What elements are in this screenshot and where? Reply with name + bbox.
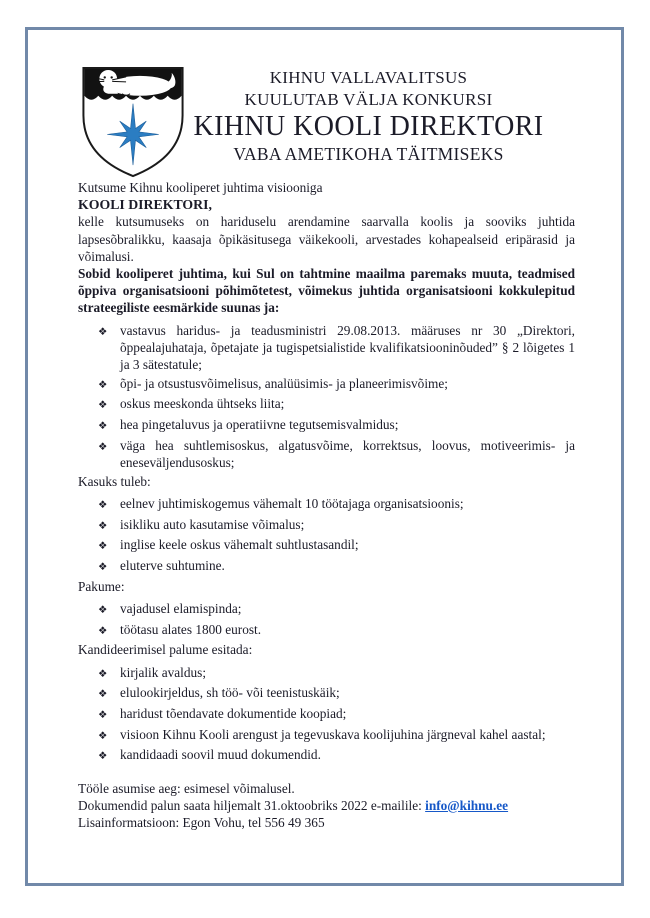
list-item <box>98 621 575 640</box>
list-item-text: isikliku auto kasutamise võimalus; <box>120 516 305 532</box>
list-item <box>98 536 575 555</box>
requirements-list <box>78 322 575 472</box>
offer-heading: Pakume: <box>78 578 125 594</box>
list-item-text: vajadusel elamispinda; <box>120 600 242 616</box>
list-item-text: haridust tõendavate dokumentide koopiad; <box>120 705 347 721</box>
document-footer <box>78 780 575 832</box>
requirements-lead: Sobid kooliperet juhtima, kui Sul on tahtmine maailma paremaks muuta, teadmised õppiva organisatsiooni põhimõtetest, võimekus juhtida organisatsiooni kokkulepitud strateegiliste eesmärkide suunas ja: <box>78 266 575 316</box>
diamond-bullet-icon: ❖ <box>98 399 108 412</box>
list-item-text: väga hea suhtlemisoskus, algatusvõime, korrektsus, loovus, motiveerimis- ja eneseväljendusoskus; <box>120 437 575 471</box>
offer-list <box>78 600 575 640</box>
diamond-bullet-icon: ❖ <box>98 325 108 338</box>
list-item-text: eluterve suhtumine. <box>120 558 225 574</box>
document-header <box>78 64 575 179</box>
document-border-box <box>25 27 624 886</box>
list-item-text: visioon Kihnu Kooli arengust ja tegevuskava koolijuhina järgneval kahel aastal; <box>120 726 546 742</box>
list-item <box>98 322 575 374</box>
list-item <box>98 375 575 394</box>
list-item-text: oskus meeskonda ühtseks liita; <box>120 396 285 412</box>
kihnu-coat-of-arms <box>78 64 188 179</box>
list-item-text: elulookirjeldus, sh töö- või teenistuskäik; <box>120 685 340 701</box>
list-item <box>98 495 575 514</box>
diamond-bullet-icon: ❖ <box>98 667 108 680</box>
list-item-text: vastavus haridus- ja teadusministri 29.08.2013. määruses nr 30 „Direktori, õppealajuhataja, õpetajate ja tugispetsialistide kvalifikatsiooninõuded” § 2 lõigetes 1 ja 3 sätestatule; <box>120 322 575 373</box>
diamond-bullet-icon: ❖ <box>98 688 108 701</box>
diamond-bullet-icon: ❖ <box>98 378 108 391</box>
header-line-4: VABA AMETIKOHA TÄITMISEKS <box>233 144 504 164</box>
position-title: KOOLI DIREKTORI, <box>78 197 212 213</box>
list-item <box>98 746 575 765</box>
list-item-text: õpi- ja otsustusvõimelisus, analüüsimis- ja planeerimisvõime; <box>120 375 448 391</box>
header-line-2: KUULUTAB VÄLJA KONKURSI <box>244 90 493 109</box>
list-item <box>98 437 575 471</box>
list-item-text: eelnev juhtimiskogemus vähemalt 10 töötajaga organisatsioonis; <box>120 495 464 511</box>
application-list <box>78 664 575 766</box>
deadline-line <box>78 797 575 814</box>
application-heading: Kandideerimisel palume esitada: <box>78 642 253 658</box>
diamond-bullet-icon: ❖ <box>98 624 108 637</box>
intro-line: Kutsume Kihnu kooliperet juhtima visiooniga <box>78 180 323 195</box>
diamond-bullet-icon: ❖ <box>98 519 108 532</box>
header-line-3-main-title: KIHNU KOOLI DIREKTORI <box>193 111 544 142</box>
list-item <box>98 516 575 535</box>
email-link[interactable]: info@kihnu.ee <box>425 797 509 813</box>
contact-line: Lisainformatsioon: Egon Vohu, tel 556 49 365 <box>78 815 325 830</box>
document-body <box>78 179 575 831</box>
coat-of-arms-shield-icon <box>78 64 188 179</box>
list-item <box>98 726 575 745</box>
list-item <box>98 557 575 576</box>
list-item <box>98 684 575 703</box>
diamond-bullet-icon: ❖ <box>98 540 108 553</box>
intro-paragraph: kelle kutsumuseks on hariduselu arendamine saarvalla koolis ja sooviks juhtida lapsesõbralikku, kaasaja õpikäsitusega väikekooli, arvestades kohapealseid eripärasid ja võimalusi. <box>78 214 575 264</box>
header-titles <box>188 64 575 167</box>
useful-heading: Kasuks tuleb: <box>78 473 151 489</box>
diamond-bullet-icon: ❖ <box>98 603 108 616</box>
diamond-bullet-icon: ❖ <box>98 561 108 574</box>
list-item-text: hea pingetaluvus ja operatiivne tegutsemisvalmidus; <box>120 417 399 433</box>
list-item-text: kandidaadi soovil muud dokumendid. <box>120 747 321 763</box>
diamond-bullet-icon: ❖ <box>98 498 108 511</box>
list-item <box>98 416 575 435</box>
start-date-line: Tööle asumise aeg: esimesel võimalusel. <box>78 780 295 796</box>
useful-list <box>78 495 575 576</box>
header-line-1: KIHNU VALLAVALITSUS <box>269 68 468 87</box>
list-item-text: kirjalik avaldus; <box>120 664 207 680</box>
diamond-bullet-icon: ❖ <box>98 729 108 742</box>
diamond-bullet-icon: ❖ <box>98 750 108 763</box>
diamond-bullet-icon: ❖ <box>98 708 108 721</box>
diamond-bullet-icon: ❖ <box>98 420 108 433</box>
deadline-text: Dokumendid palun saata hiljemalt 31.oktoobriks 2022 e-mailile: <box>78 797 426 813</box>
list-item-text: inglise keele oskus vähemalt suhtlustasandil; <box>120 537 359 553</box>
list-item <box>98 395 575 414</box>
list-item-text: töötasu alates 1800 eurost. <box>120 621 262 637</box>
list-item <box>98 705 575 724</box>
diamond-bullet-icon: ❖ <box>98 440 108 453</box>
list-item <box>98 600 575 619</box>
list-item <box>98 664 575 683</box>
